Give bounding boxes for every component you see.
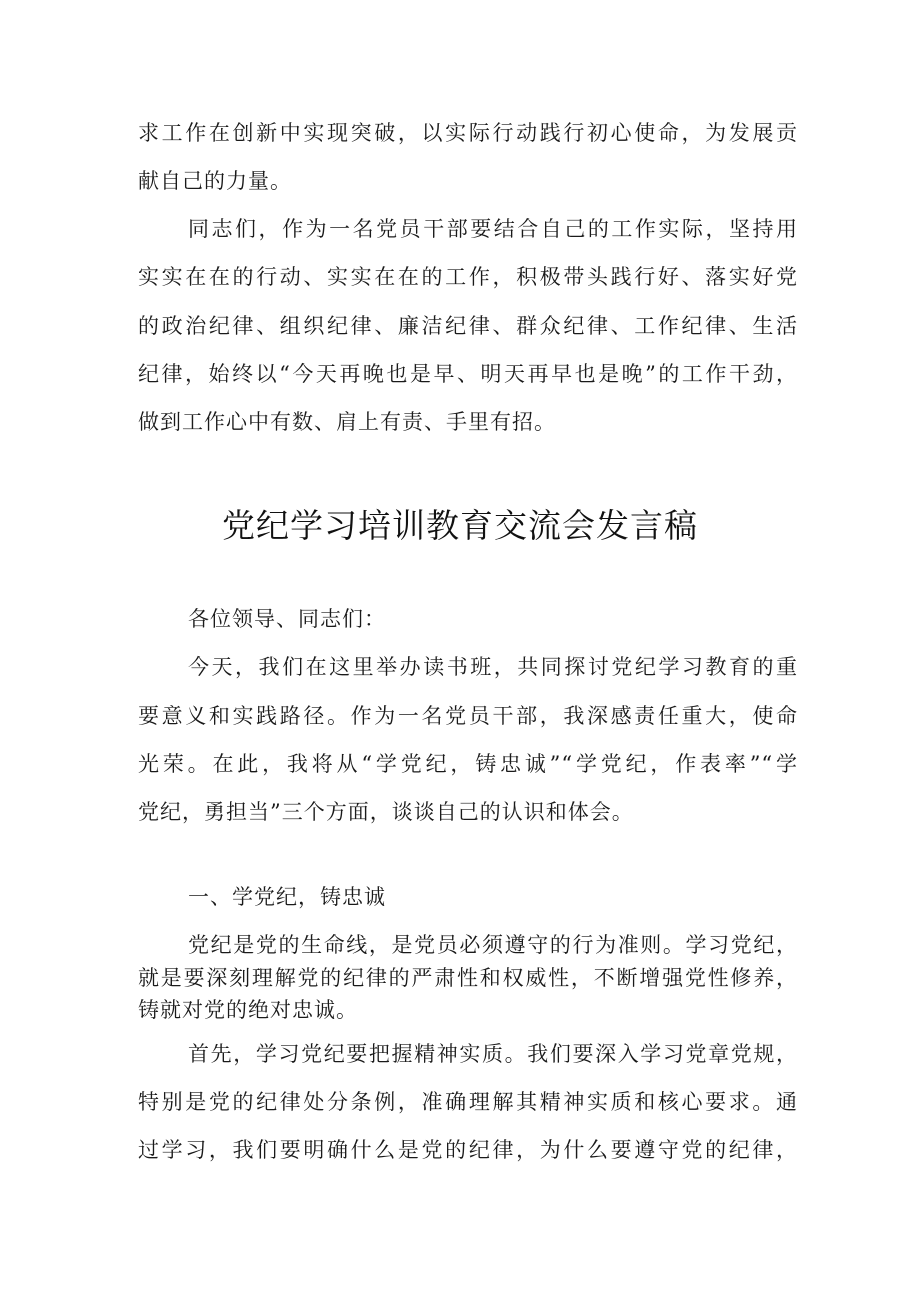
- text-line: 首先，学习党纪要把握精神实质。我们要深入学习党章党规，: [188, 1042, 798, 1066]
- text-line: 做到工作心中有数、肩上有责、手里有招。: [138, 410, 556, 434]
- text-line: 光荣。在此，我将从“学党纪，铸忠诚”“学党纪，作表率”“学: [138, 752, 798, 776]
- text-line: 铸就对党的绝对忠诚。: [138, 998, 358, 1022]
- text-line: 党纪，勇担当”三个方面，谈谈自己的认识和体会。: [138, 800, 634, 824]
- text-line: 的政治纪律、组织纪律、廉洁纪律、群众纪律、工作纪律、生活: [138, 314, 798, 338]
- text-line: 就是要深刻理解党的纪律的严肃性和权威性，不断增强党性修养，: [138, 966, 798, 990]
- text-line: 纪律，始终以“今天再晚也是早、明天再早也是晚”的工作干劲，: [138, 362, 798, 386]
- section-heading: 一、学党纪，铸忠诚: [188, 885, 386, 909]
- text-line: 要意义和实践路径。作为一名党员干部，我深感责任重大，使命: [138, 704, 798, 728]
- text-line: 献自己的力量。: [138, 169, 292, 193]
- text-line: 党纪是党的生命线，是党员必须遵守的行为准则。学习党纪，: [188, 933, 798, 957]
- text-line: 特别是党的纪律处分条例，准确理解其精神实质和核心要求。通: [138, 1090, 798, 1114]
- text-line: 今天，我们在这里举办读书班，共同探讨党纪学习教育的重: [188, 655, 798, 679]
- text-line: 实实在在的行动、实实在在的工作，积极带头践行好、落实好党: [138, 265, 798, 289]
- salutation: 各位领导、同志们：: [188, 607, 386, 631]
- text-line: 同志们，作为一名党员干部要结合自己的工作实际，坚持用: [188, 217, 798, 241]
- document-title: 党纪学习培训教育交流会发言稿: [222, 506, 698, 545]
- text-line: 过学习，我们要明确什么是党的纪律，为什么要遵守党的纪律，: [138, 1138, 798, 1162]
- text-line: 求工作在创新中实现突破，以实际行动践行初心使命，为发展贡: [138, 121, 798, 145]
